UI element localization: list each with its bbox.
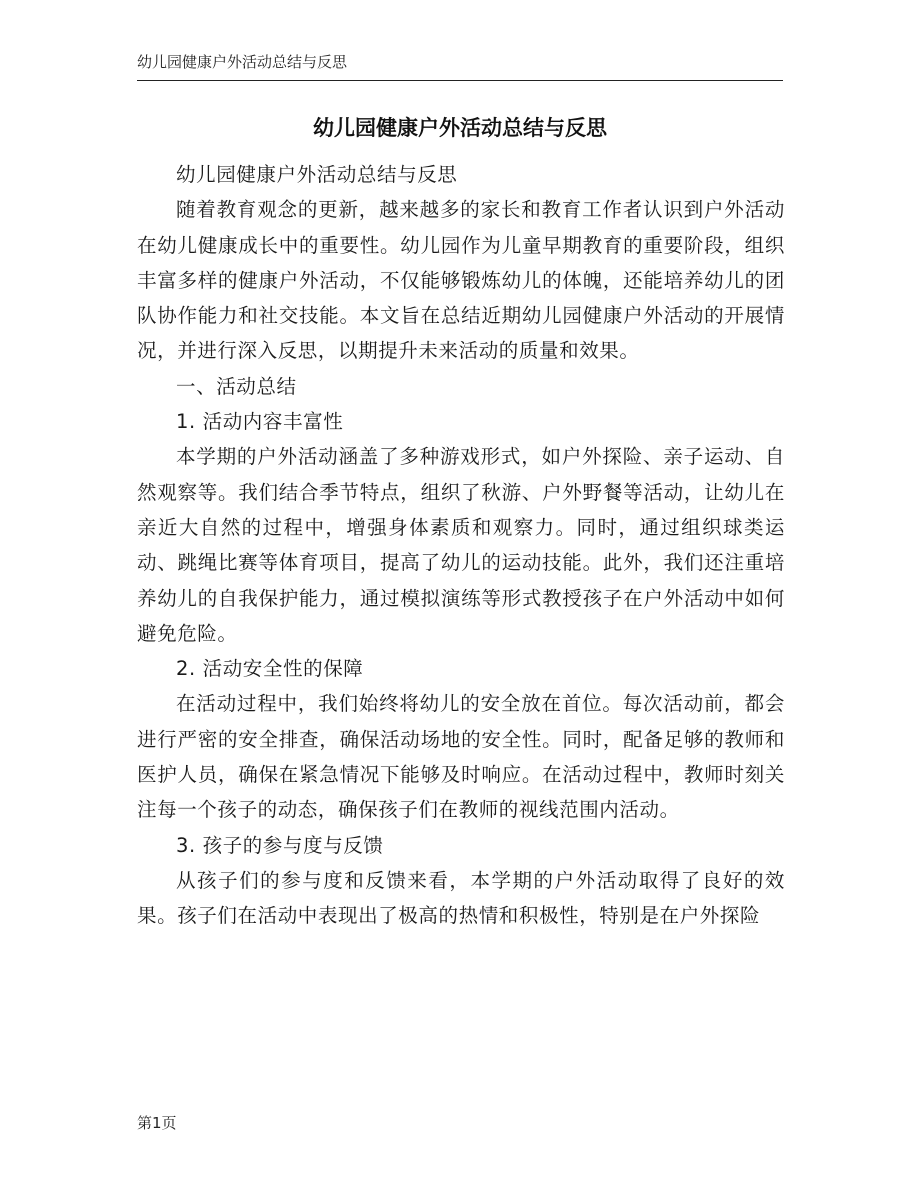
intro-paragraph: 随着教育观念的更新，越来越多的家长和教育工作者认识到户外活动在幼儿健康成长中的重要性。幼儿园作为儿童早期教育的重要阶段，组织丰富多样的健康户外活动，不仅能够锻炼幼儿的体魄，还能培养幼儿的团队协作能力和社交技能。本文旨在总结近期幼儿园健康户外活动的开展情况，并进行深入反思，以期提升未来活动的质量和效果。	[137, 198, 785, 363]
running-header: 幼儿园健康户外活动总结与反思	[137, 53, 348, 71]
subtitle-paragraph: 幼儿园健康户外活动总结与反思	[176, 163, 458, 186]
body-paragraph: 本学期的户外活动涵盖了多种游戏形式，如户外探险、亲子运动、自然观察等。我们结合季节特点，组织了秋游、户外野餐等活动，让幼儿在亲近大自然的过程中，增强身体素质和观察力。同时，通过组织球类运动、跳绳比赛等体育项目，提高了幼儿的运动技能。此外，我们还注重培养幼儿的自我保护能力，通过模拟演练等形式教授孩子在户外活动中如何避免危险。	[137, 445, 785, 645]
section-heading: 一、活动总结	[176, 374, 297, 398]
header-divider	[137, 80, 783, 81]
body-paragraph: 在活动过程中，我们始终将幼儿的安全放在首位。每次活动前，都会进行严密的安全排查，确保活动场地的安全性。同时，配备足够的教师和医护人员，确保在紧急情况下能够及时响应。在活动过程中，教师时刻关注每一个孩子的动态，确保孩子们在教师的视线范围内活动。	[137, 692, 785, 822]
body-paragraph: 从孩子们的参与度和反馈来看，本学期的户外活动取得了良好的效果。孩子们在活动中表现出了极高的热情和积极性，特别是在户外探险	[137, 868, 785, 928]
subsection-heading: 2. 活动安全性的保障	[176, 657, 364, 681]
document-title: 幼儿园健康户外活动总结与反思	[313, 116, 607, 140]
page-number: 第1页	[137, 1114, 177, 1132]
subsection-heading: 1. 活动内容丰富性	[176, 410, 344, 434]
document-body	[137, 157, 785, 934]
subsection-heading: 3. 孩子的参与度与反馈	[176, 833, 384, 857]
